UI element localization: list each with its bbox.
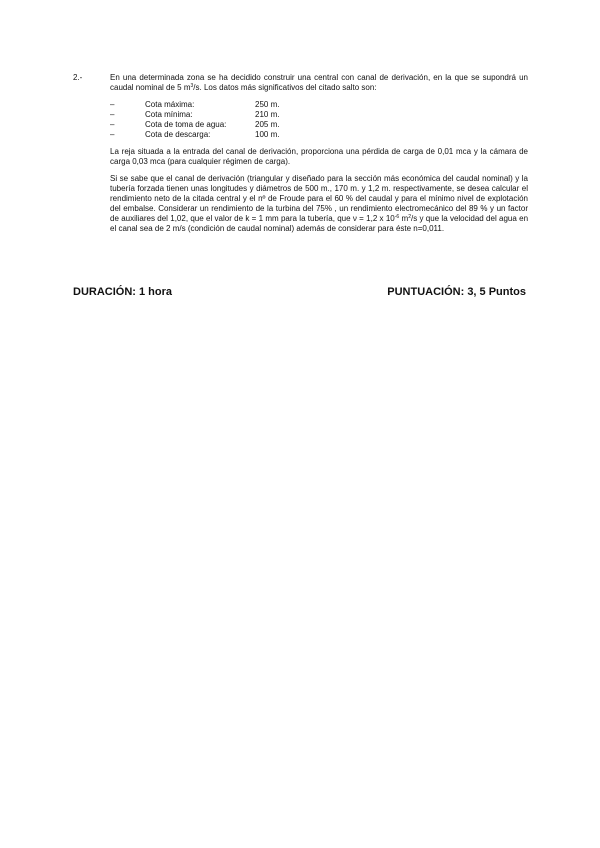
statement-text-b: m — [399, 214, 409, 223]
intro-superscript: 3 — [190, 83, 194, 89]
list-value: 210 m. — [255, 110, 280, 119]
list-label: Cota de descarga: — [145, 130, 211, 139]
list-item — [73, 110, 528, 120]
list-dash: – — [110, 120, 115, 129]
paragraph-statement — [110, 174, 528, 234]
score-label: PUNTUACIÓN: 3, 5 Puntos — [387, 286, 526, 298]
intro-text-a: En una determinada zona se ha decidido construir una central con canal de derivación, en la que se supondrá un caudal nominal de 5 m — [110, 73, 528, 92]
problem-number: 2.- — [73, 73, 83, 82]
list-value: 205 m. — [255, 120, 280, 129]
statement-text-a: Si se sabe que el canal de derivación (triangular y diseñado para la sección más económica del caudal nominal) y la tubería forzada tienen unas longitudes y diámetros de 500 m., 170 m. y 1,2 m. respectivamente, se desea calcular el rendimiento neto de la citada central y el nº de Froude para el 60 % del caudal y para el mínimo nivel de explotación del embalse. Considerar un rendimiento de la turbina del 75% , un rendimiento electromecánico del 89 % y un factor de auxiliares del 1,02, que el valor de k = 1 mm para la tubería, que ν = 1,2 x 10 — [110, 174, 528, 223]
list-item — [73, 130, 528, 140]
statement-superscript-2: 2 — [408, 214, 411, 220]
list-label: Cota máxima: — [145, 100, 195, 109]
exam-footer — [73, 285, 526, 299]
list-dash: – — [110, 130, 115, 139]
list-dash: – — [110, 110, 115, 119]
list-label: Cota mínima: — [145, 110, 193, 119]
list-value: 100 m. — [255, 130, 280, 139]
list-dash: – — [110, 100, 115, 109]
intro-text-b: /s. Los datos más significativos del citado salto son: — [193, 83, 377, 92]
data-list — [73, 100, 528, 140]
paragraph-losses: La reja situada a la entrada del canal de derivación, proporciona una pérdida de carga de 0,01 mca y la cámara de carga 0,03 mca (para cualquier régimen de carga). — [110, 147, 528, 166]
list-item — [73, 100, 528, 110]
duration-label: DURACIÓN: 1 hora — [73, 286, 173, 298]
list-item — [73, 120, 528, 130]
problem-intro — [110, 73, 528, 93]
statement-superscript-1: -6 — [394, 214, 400, 220]
problem-body — [110, 73, 528, 241]
list-value: 250 m. — [255, 100, 280, 109]
list-label: Cota de toma de agua: — [145, 120, 227, 129]
statement-text-c: /s y que la velocidad del agua en el canal sea de 2 m/s (condición de caudal nominal) además de considerar para éste n=0,011. — [110, 214, 529, 233]
